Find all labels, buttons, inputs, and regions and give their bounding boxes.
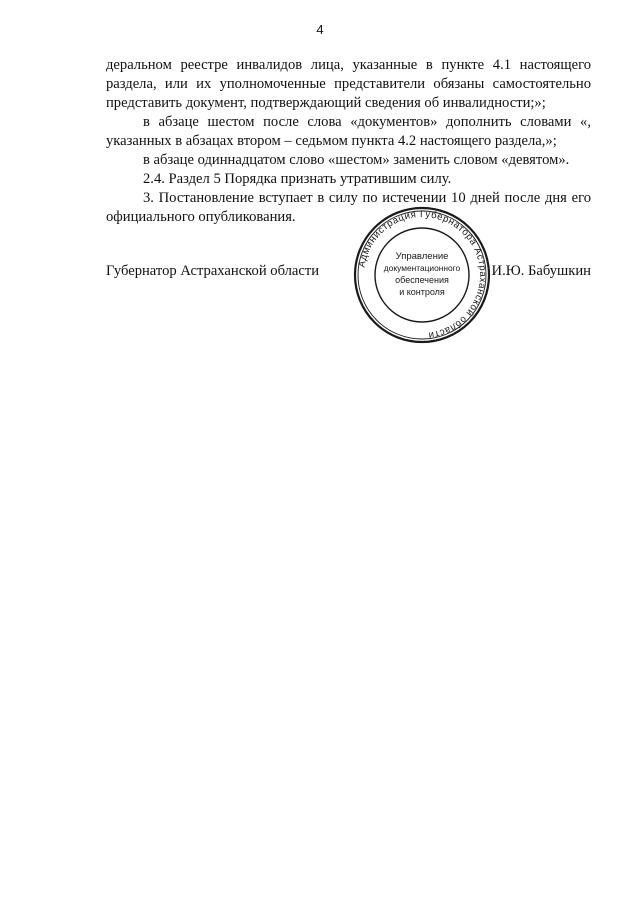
paragraph-1: деральном реестре инвалидов лица, указанные в пункте 4.1 настоящего раздела, или их уполномоченные представители обязаны самостоятельно представить документ, подтверждающий сведения об инвалидности;»; (106, 57, 591, 111)
page-number: 4 (316, 22, 324, 37)
official-seal-stamp (352, 205, 492, 345)
seal-inner-line-4: и контроля (399, 287, 445, 297)
seal-inner-line-1: Управление (395, 251, 449, 262)
paragraph-4: 2.4. Раздел 5 Порядка признать утратившим силу. (143, 171, 452, 187)
seal-icon (352, 205, 492, 345)
seal-outer-text: Администрация Губернатора Астраханской области (356, 208, 489, 341)
seal-inner-line-2: документационного (383, 263, 461, 273)
paragraph-2: в абзаце шестом после слова «документов» дополнить словами «, указанных в абзацах втором – седьмом пункта 4.2 настоящего раздела,»; (106, 114, 591, 149)
paragraph-3: в абзаце одиннадцатом слово «шестом» заменить словом «девятом». (143, 152, 570, 168)
signatory-position: Губернатор Астраханской области (106, 263, 320, 279)
signature-block (106, 263, 591, 283)
paragraph-5: 3. Постановление вступает в силу по истечении 10 дней после дня его официального опубликования. (106, 190, 591, 225)
document-body (106, 56, 591, 227)
seal-inner-line-3: обеспечения (395, 275, 449, 285)
signatory-name: И.Ю. Бабушкин (491, 263, 591, 279)
